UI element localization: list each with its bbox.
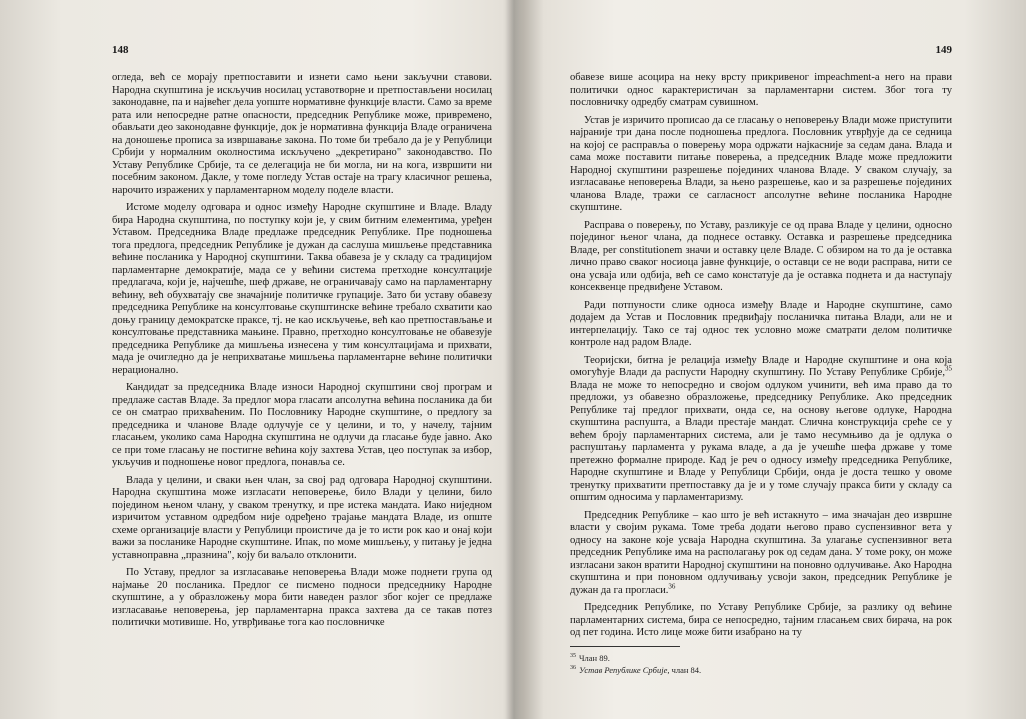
- paragraph: Ради потпуности слике односа између Владе и Народне скупштине, само додајем да Устав и Пословник предвиђају посланичка питања Влади, али не и интерпелацију. Тако се тај однос тек условно може сматрати делом политичке контроле над радом Владе.: [570, 299, 952, 348]
- footnote-divider: [570, 646, 680, 647]
- left-page-number: 148: [112, 44, 129, 56]
- paragraph: Председник Републике – као што је већ истакнуто – има значајан део извршне власти у својим рукама. Томе треба додати његово право суспензивног вета у односу на законе које усваја Народна скупштина. За улагање суспензивног вета председник Републике има на располагању рок од седам дана. У томе року, он може изгласани закон вратити Народној скупштини на поновно одлучивање. Ако Народна скупштина и при поновном одлучивању усвоји закон, председник Републике је дужан да га прогласи.$^{36}$: [570, 509, 952, 596]
- footnote-ref[interactable]: 35: [945, 364, 952, 373]
- right-page: [514, 0, 1026, 719]
- right-page-number: 149: [935, 44, 952, 56]
- footnote-text: , члан 84.: [667, 665, 702, 676]
- paragraph: Истоме моделу одговара и однос између Народне скупштине и Владе. Владу бира Народна скупштина, по поступку који је, у свим битним елементима, уређен Уставом. Председника Владе предлаже председник Републике. Пре подношења тога предлога, председник Републике је дужан да саслуша мишљење представника већине посланика у Народној скупштини. Таква обавеза је у складу са традицијом парламентарне демократије, мада се у већини система претходне консултације предлагача, који је, најчешће, шеф државе, не ограничавају само на парламентарну већину, већ обухватају све значајније политичке групације. Зато би уставу обавезу председника Републике на консултовање скупштинске већине требало схватити као доњу границу демократске праксе, тј. не као искључење, већ као претпостављање и консултовање представника мањине. Правно, претходно консултовање не обавезује председника Републике да мишљења изнесена у тим консултацијама и прихвати, мада је очигледно да је неприхватање мишљења парламентарне већине политички нерационално.: [112, 202, 492, 376]
- paragraph: Кандидат за председника Владе износи Народној скупштини свој програм и предлаже састав Владе. За предлог мора гласати апсолутна већина посланика да би се он сматрао прихваћеним. По Пословнику Народне скупштине, о предлогу за председника и чланове Владе одлучује се у целини, и то, у начелу, тајним гласањем, уколико сама Народна скупштина не одлучи да гласање буде јавно. Ако се при томе гласању не постигне већина коју захтева Устав, цео поступак за избор, укључив и подношење новог предлога, понавља се.: [112, 382, 492, 468]
- footnote-text: Члан 89.: [579, 652, 610, 663]
- paragraph: Теоријски, битна је релација између Владе и Народне скупштине и она која омогућује Влади да распусти Народну скупштину. По Уставу Републике Србије,$^{35}$ Влада не може то непосредно и својом одлуком учинити, већ има право да то предложи, уз обавезно образложење, председнику Републике. Ако председник Републике тај предлог прихвати, онда се, на основу његове одлуке, Народна скупштина распушта, а Влади престаје мандат. Слична конструкција среће се у већем броју парламентарних система, али је тамо несумњиво да је одлука о распуштању парламента у рукама владе, а да је учешће шефа државе у томе претежно формалне природе. Кад је реч о односу између председника Републике, Народне скупштине и Владе у Републици Србији, онда је доста тешко у овоме тренутку прихватити претпоставку да је и у томе случају пракса бити у складу са општим односима у парламентаризму.: [570, 354, 952, 503]
- paragraph: Устав је изричито прописао да се гласању о неповерењу Влади може приступити најраније три дана после подношења предлога. Пословник утврђује да се седница на којој се расправља о поверењу мора одржати најкасније за седам дана. Влада и сама може поставити питање поверења, а председник Владе може предложити Народној скупштини разрешење појединих чланова Владе. У сваком случају, за изгласавање неповерења Влади, за њено разрешење, као и за разрешење појединих чланова Владе, тражи се сагласност апсолутне већине посланика Народне скупштине.: [570, 114, 952, 213]
- footnote: [570, 663, 952, 676]
- footnote-ref[interactable]: 36: [668, 581, 676, 590]
- paragraph: Председник Републике, по Уставу Републике Србије, за разлику од већине парламентарних система, бира се непосредно, тајним гласањем свих бирача, на рок од пет година. Исто лице може бити изабрано на ту: [570, 602, 952, 638]
- right-page-text: [570, 72, 952, 640]
- paragraph: Расправа о поверењу, по Уставу, разликује се од права Владе у целини, односно појединог њеног члана, да поднесе оставку. Оставка и разрешење председника Владе, per constitutionem значи и оставку целе Владе. С обзиром на то да је оставка лично право сваког носиоца јавне функције, о оставци се не води расправа, нити се она усваја или одбија, већ се само констатује да је оставка поднета и да наступају консеквенце предвиђене Уставом.: [570, 219, 952, 293]
- footnote-number: 35: [570, 652, 576, 659]
- paragraph: огледа, већ се морају претпоставити и изнети само њени закључни ставови. Народна скупштина је искључив носилац уставотворне и претпостављени носилац законодавне, па и највећег дела уопште нормативне функције власти. Само за време рата или непосредне ратне опасности, председник Републике може, привремено, обављати део законодавне функције, док је нормативна функција Владе ограничена на доношење прописа за извршавање закона. По томе би требало да је у Републици Србији у нормалним околностима искључено „декретирано" законодавство. По Уставу Републике Србије, та се делегација не би могла, ни на кога, извршити ни посебним законом. Дакле, у томе погледу Устав остаје на трагу класичног решења, нарочито изражених у парламентарном моделу поделе власти.: [112, 72, 492, 196]
- paragraph: обавезе више асоцира на неку врсту прикривеног impeachment-а него на прави политички однос карактеристичан за парламентарни систем. Због тога ту пословничку одредбу сматрам сувишном.: [570, 72, 952, 108]
- footnotes: [570, 651, 952, 677]
- footnote-number: 36: [570, 665, 576, 672]
- footnote: [570, 651, 952, 664]
- paragraph: По Уставу, предлог за изгласавање неповерења Влади може поднети група од најмање 20 посланика. Предлог се писмено подноси председнику Народне скупштине, а у образложењу мора бити наведен разлог због којег се предлаже изгласавање неповерења, јер парламентарна пракса захтева да се такав потез политички мотивише. Но, утврђивање тога као пословничке: [112, 567, 492, 628]
- paragraph: Влада у целини, и сваки њен члан, за свој рад одговара Народној скупштини. Народна скупштина може изгласати неповерење, било Влади у целини, било поједином њеном члану, у сваком тренутку, и пре истека мандата. Иако ниједном изричитом уставном одредбом није одређено трајање мандата Владе, из општe схеме организације власти у Републици проистиче да је то исти рок као и онај који важи за посланике Народне скупштине. Ипак, по моме мишљењу, у питању је једна уставноправна „празнина", коју би ваљало отклонити.: [112, 474, 492, 561]
- left-page-text: [112, 72, 492, 630]
- footnote-title: Устав Републике Србије: [579, 665, 668, 676]
